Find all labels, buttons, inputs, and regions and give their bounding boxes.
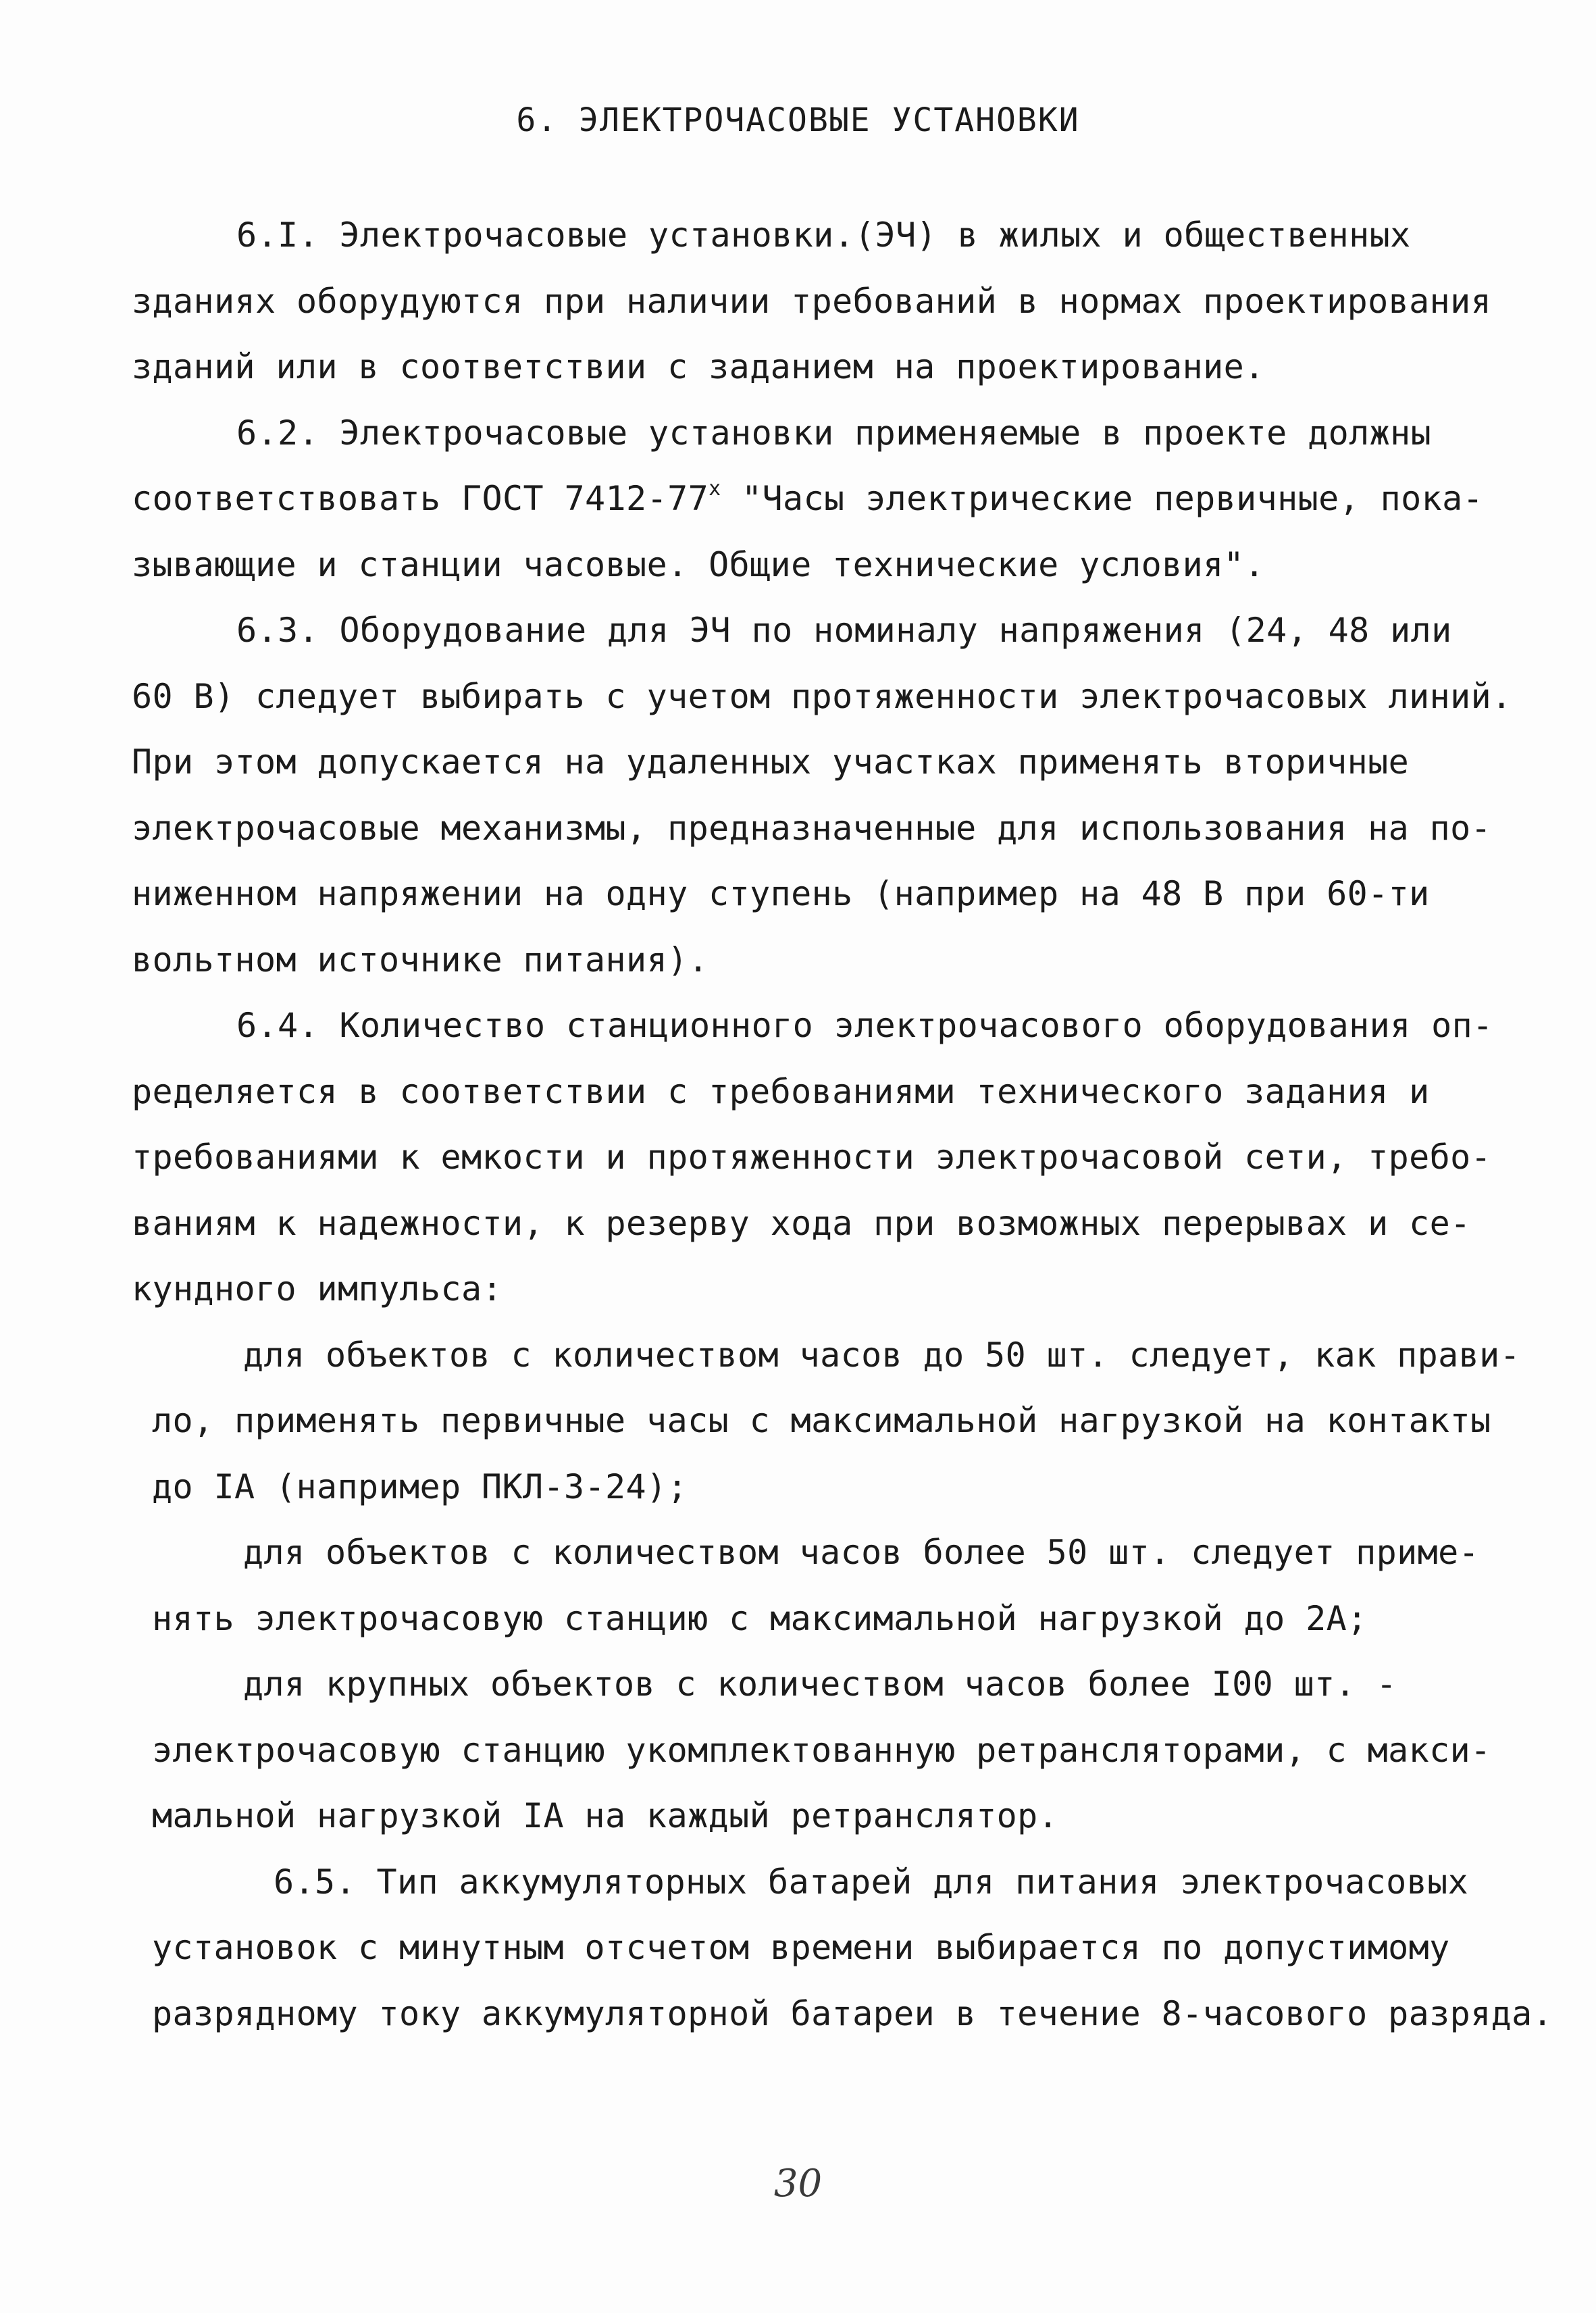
text-line	[132, 1850, 1516, 1916]
text-line	[132, 861, 1516, 927]
text-line	[132, 401, 1516, 467]
line-text: мальной нагрузкой IА на каждый ретранслятор.	[152, 1796, 1059, 1835]
text-line	[132, 1783, 1516, 1850]
text-line	[132, 730, 1516, 796]
line-text: для объектов с количеством часов до 50 шт. следует, как прави-	[243, 1335, 1521, 1375]
text-line	[132, 796, 1516, 862]
line-text: При этом допускается на удаленных участках применять вторичные	[132, 742, 1410, 782]
line-text: для объектов с количеством часов более 50 шт. следует приме-	[243, 1533, 1480, 1572]
line-text: электрочасовую станцию укомплектованную ретрансляторами, с макси-	[152, 1730, 1491, 1770]
text-line	[132, 1125, 1516, 1191]
text-line	[132, 993, 1516, 1059]
text-line	[132, 1454, 1516, 1521]
line-text: требованиями к емкости и протяженности электрочасовой сети, требо-	[132, 1138, 1492, 1177]
line-text: нять электрочасовую станцию с максимальной нагрузкой до 2А;	[152, 1598, 1368, 1638]
text-line	[132, 598, 1516, 664]
line-text-continuation: "Часы электрические первичные, пока-	[721, 479, 1484, 518]
text-line	[132, 1981, 1553, 2048]
text-line	[132, 1586, 1516, 1652]
text-line	[132, 664, 1516, 730]
text-line	[132, 466, 1516, 532]
text-line	[132, 334, 1516, 401]
line-text: ваниям к надежности, к резерву хода при возможных перерывах и се-	[132, 1203, 1471, 1243]
text-line	[132, 1915, 1516, 1981]
line-text: соответствовать ГОСТ 7412-77	[132, 479, 709, 518]
section-title: 6. ЭЛЕКТРОЧАСОВЫЕ УСТАНОВКИ	[516, 101, 1080, 139]
text-line	[132, 532, 1516, 599]
line-text: разрядному току аккумуляторной батареи в течение 8-часового разряда.	[152, 1993, 1553, 2033]
text-line	[132, 1323, 1521, 1389]
line-text: кундного импульса:	[132, 1269, 503, 1308]
page-number: 30	[773, 2162, 823, 2206]
line-text: зданиях оборудуются при наличии требований в нормах проектирования	[132, 281, 1492, 321]
text-line	[132, 927, 1516, 994]
line-text: зданий или в соответствии с заданием на проектирование.	[132, 347, 1265, 386]
line-text: зывающие и станции часовые. Общие технические условия".	[132, 544, 1265, 584]
line-text: 60 В) следует выбирать с учетом протяженности электрочасовых линий.	[132, 676, 1512, 716]
line-text: 6.2. Электрочасовые установки применяемые в проекте должны	[236, 413, 1432, 453]
text-line	[132, 1652, 1516, 1718]
line-text: 6.4. Количество станционного электрочасового оборудования оп-	[236, 1006, 1493, 1045]
text-line	[132, 1718, 1516, 1784]
text-line	[132, 1520, 1516, 1586]
text-line	[132, 1191, 1516, 1257]
line-text: 6.I. Электрочасовые установки.(ЭЧ) в жилых и общественных	[236, 215, 1411, 255]
document-body	[132, 203, 1553, 2047]
line-text: установок с минутным отсчетом времени выбирается по допустимому	[152, 1928, 1450, 1967]
text-line	[132, 1059, 1516, 1125]
text-line	[132, 1256, 1516, 1323]
text-line	[132, 203, 1516, 269]
line-text: 6.5. Тип аккумуляторных батарей для питания электрочасовых	[274, 1862, 1469, 1902]
line-text: вольтном источнике питания).	[132, 940, 709, 980]
line-text: 6.3. Оборудование для ЭЧ по номиналу напряжения (24, 48 или	[236, 611, 1452, 650]
line-text: ределяется в соответствии с требованиями технического задания и	[132, 1071, 1430, 1111]
text-line	[132, 1388, 1516, 1454]
line-text: до IА (например ПКЛ-3-24);	[152, 1467, 688, 1506]
text-line	[132, 269, 1516, 335]
line-text: ниженном напряжении на одну ступень (например на 48 В при 60-ти	[132, 874, 1430, 913]
superscript-mark: х	[709, 477, 721, 501]
line-text: электрочасовые механизмы, предназначенные для использования на по-	[132, 808, 1492, 848]
line-text: ло, применять первичные часы с максимальной нагрузкой на контакты	[152, 1401, 1491, 1440]
line-text: для крупных объектов с количеством часов более I00 шт. -	[243, 1664, 1397, 1704]
